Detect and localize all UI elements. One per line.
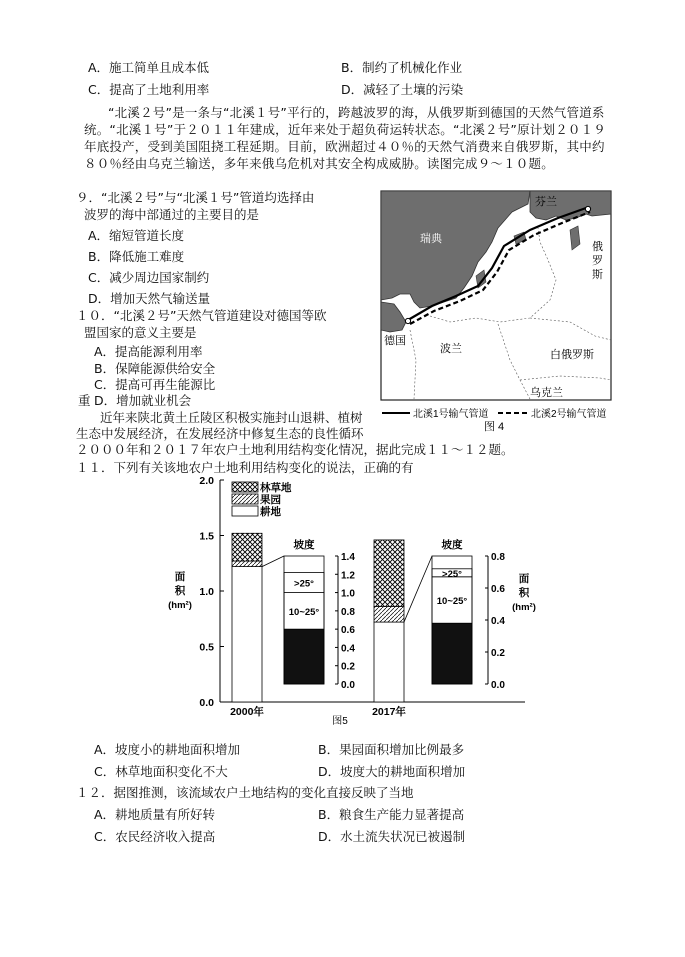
- q10-option-a: A．提高能源利用率: [94, 344, 203, 359]
- q11-stem: １１．下列有关该地农户土地利用结构变化的说法，正确的有: [76, 460, 414, 475]
- prev-option-d: D．减轻了土壤的污染: [341, 82, 464, 97]
- label-belarus: 白俄罗斯: [550, 349, 594, 361]
- prev-option-b: B．制约了机械化作业: [341, 60, 463, 75]
- slope-y-label-1: 面: [518, 573, 530, 585]
- q10-option-d: D．增加就业机会: [94, 393, 192, 408]
- legend-ns2-label: 北溪2号输气管道: [531, 409, 607, 420]
- main-y-tick-label: 2.0: [199, 475, 214, 487]
- main-y-tick-label: 1.5: [199, 530, 214, 543]
- slope-y-tick-label: 1.4: [341, 552, 355, 563]
- q12-option-b: B．粮食生产能力显著提高: [318, 807, 465, 822]
- slope-panel-title: 坡度: [441, 539, 463, 551]
- main-y-label-unit: (hm²): [168, 600, 192, 611]
- slope-y-tick-label: 0.6: [491, 584, 505, 595]
- slope-segment: [284, 629, 324, 684]
- label-germany: 德国: [384, 335, 406, 347]
- q10-stem-line2: 盟国家的意义主要是: [84, 325, 197, 340]
- slope-y-tick-label: 0.0: [341, 680, 355, 691]
- slope-y-label-2: 积: [518, 587, 530, 599]
- chart-caption: 图5: [332, 716, 348, 727]
- prev-option-c: C．提高了土地利用率: [88, 82, 210, 97]
- slope-panel-title: 坡度: [293, 539, 315, 551]
- label-poland: 波兰: [440, 343, 462, 355]
- q12-stem: １２．据图推测，该流域农户土地结构的变化直接反映了当地: [76, 785, 414, 800]
- label-ukraine: 乌克兰: [530, 387, 563, 399]
- slope-y-tick-label: 0.6: [341, 625, 355, 637]
- main-y-label-1: 面: [174, 571, 186, 583]
- label-sweden: 瑞典: [420, 233, 442, 245]
- land-use-chart-svg: [150, 472, 536, 730]
- slope-y-tick-label: 0.2: [491, 648, 505, 659]
- q9-stem-line2: 波罗的海中部通过的主要目的是: [84, 207, 260, 222]
- slope-y-tick-label: 0.8: [341, 606, 355, 618]
- legend-label: 林草地: [260, 482, 292, 494]
- legend-label: 果园: [260, 494, 281, 506]
- slope-y-tick-label: 1.2: [341, 570, 355, 582]
- stacked-bar-segment: [374, 622, 404, 702]
- germany-endpoint: [405, 318, 410, 323]
- label-russia-1: 俄: [592, 241, 603, 253]
- q12-option-d: D．水土流失状况已被遏制: [318, 829, 466, 844]
- q11-option-c: C．林草地面积变化不大: [94, 764, 228, 779]
- stacked-bar-segment: [374, 540, 404, 607]
- legend-swatch: [232, 506, 258, 516]
- passage2-line1: 近年来陕北黄土丘陵区积极实施封山退耕、植树: [100, 410, 363, 425]
- slope-y-tick-label: 0.8: [491, 552, 505, 563]
- slope-y-tick-label: 1.0: [341, 588, 355, 600]
- slope-y-tick-label: 0.2: [341, 661, 355, 673]
- x-category-label: 2000年: [230, 706, 264, 718]
- q11-option-d: D．坡度大的耕地面积增加: [318, 764, 466, 779]
- q10-option-c: C．提高可再生能源比: [94, 377, 216, 392]
- q9-option-d: D．增加天然气输送量: [88, 291, 211, 306]
- stacked-bar-segment: [232, 561, 262, 567]
- passage2-line2: 生态中发展经济，在发展经济中修复生态的良性循环: [76, 426, 364, 441]
- q12-option-a: A．耕地质量有所好转: [94, 807, 216, 822]
- slope-segment-label: 10~25°: [436, 596, 468, 607]
- q11-option-a: A．坡度小的耕地面积增加: [94, 742, 241, 757]
- slope-segment-label: 10~25°: [288, 606, 320, 618]
- legend-ns1-label: 北溪1号输气管道: [413, 409, 489, 420]
- main-y-tick-label: 0.5: [199, 641, 214, 654]
- slope-y-tick-label: 0.4: [491, 616, 505, 627]
- slope-segment-label: >25°: [442, 568, 462, 580]
- connector-line: [404, 556, 432, 622]
- q10-option-b: B．保障能源供给安全: [94, 361, 216, 376]
- slope-segment-label: >25°: [294, 578, 314, 590]
- stacked-bar-segment: [374, 607, 404, 623]
- q9-option-a: A．缩短管道长度: [88, 228, 185, 243]
- legend-swatch: [232, 494, 258, 504]
- slope-y-tick-label: 0.4: [341, 643, 355, 655]
- stacked-bar-segment: [232, 533, 262, 561]
- stacked-bar-segment: [232, 567, 262, 702]
- x-category-label: 2017年: [372, 706, 406, 718]
- main-y-label-2: 积: [174, 585, 186, 597]
- label-russia-3: 斯: [592, 269, 603, 281]
- baltic-map-figure: [380, 190, 612, 432]
- q9-option-b: B．降低施工难度: [88, 249, 185, 264]
- q10-stem-line1: １０．“北溪２号”天然气管道建设对德国等欧: [76, 308, 327, 323]
- legend-label: 耕地: [260, 506, 281, 518]
- slope-y-label-unit: (hm²): [512, 602, 536, 613]
- q11-option-b: B．果园面积增加比例最多: [318, 742, 465, 757]
- q10-option-d-prefix: 重: [78, 393, 91, 408]
- prev-option-a: A．施工简单且成本低: [88, 60, 210, 75]
- label-russia-2: 罗: [592, 255, 603, 267]
- slope-y-tick-label: 0.0: [491, 680, 505, 691]
- label-finland: 芬兰: [535, 196, 557, 208]
- baltic-map: [380, 190, 612, 432]
- q12-option-c: C．农民经济收入提高: [94, 829, 216, 844]
- legend-swatch: [232, 482, 258, 492]
- q9-stem-line1: ９．“北溪２号”与“北溪１号”管道均选择由: [76, 190, 315, 205]
- passage2-line3: ２０００年和２０１７年农户土地利用结构变化情况，据此完成１１～１２题。: [76, 442, 514, 457]
- russia-endpoint: [585, 206, 590, 211]
- main-y-tick-label: 0.0: [199, 697, 214, 709]
- q9-option-c: C．减少周边国家制约: [88, 270, 210, 285]
- connector-line: [262, 556, 284, 567]
- map-caption: 图 4: [484, 421, 505, 433]
- land-use-chart: [150, 472, 536, 730]
- passage-nord-stream: “北溪２号”是一条与“北溪１号”平行的，跨越波罗的海，从俄罗斯到德国的天然气管道系统。“北溪１号”于２０１１年建成，近年来处于超负荷运转状态。“北溪２号”原计划２０１９年底投产，受到美国阻挠工程延期。目前，欧洲超过４０％的天然气消费来自俄罗斯，其中约８０％经由乌克兰输送，多年来俄乌危机对其安全构成威胁。读图完成９～１０题。: [84, 105, 607, 171]
- slope-segment: [432, 623, 472, 684]
- main-y-tick-label: 1.0: [199, 586, 214, 598]
